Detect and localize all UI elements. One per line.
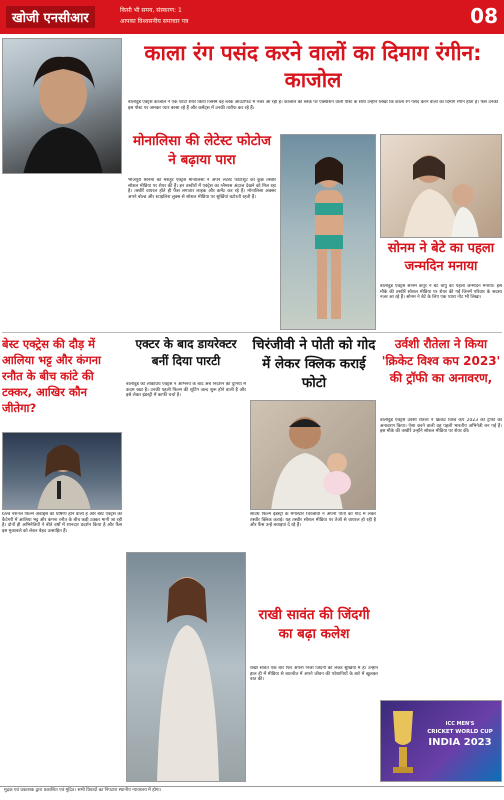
- tagline: आपका विश्वसनीय समाचार पत्र: [120, 18, 189, 25]
- sonam-headline: सोनम ने बेटे का पहला जन्मदिन मनाया: [387, 241, 495, 274]
- masthead: खोजी एनसीआर: [6, 6, 95, 28]
- portrait-icon: [3, 39, 122, 174]
- urvashi-headline: उर्वशी रौतेला ने किया 'क्रिकेट विश्व कप 2023' की ट्रॉफी का अनावरण,: [381, 337, 501, 385]
- logo-line-2: CRICKET WORLD CUP: [427, 729, 493, 735]
- kajol-body: बॉलीवुड एक्ट्रेस काजोल ने एक फोटो शेयर किया जिसमें वह ब्लैक आउटफिट में नजर आ रही हैं। काजोल की ब्लैक पर एक्स्प्रेशन वाली पोस्ट के साथ उन्होंने लिखा कि काला रंग पसंद करने वालों का दिमाग रंगीन होता है। फैंस उनकी इस पोस्ट पर जमकर प्यार बरसा रहे हैं और कमेंट्स में उनकी तारीफ कर रहे हैं।: [128, 100, 498, 111]
- rakhi-body: राखी सावंत एक बार फिर अपनी निजी जिंदगी को लेकर सुर्खियों में हैं। उन्होंने हाल ही में मीडिया से बातचीत में अपने जीवन की परेशानियों के बारे में खुलकर बात की।: [250, 666, 378, 683]
- page-number: 08: [470, 4, 498, 28]
- icc-logo: [421, 721, 499, 749]
- imprint-footer: मुद्रक एवं प्रकाशक द्वारा प्रकाशित एवं मुद्रित। सभी विवादों का निपटारा स्थानीय न्यायालय में होगा।: [0, 786, 504, 800]
- monalisa-photo: [280, 134, 376, 330]
- speaker-icon: [3, 433, 122, 510]
- director-photo: [126, 552, 246, 782]
- monalisa-headline: मोनालिसा की लेटेस्ट फोटोज ने बढ़ाया पारा: [132, 133, 272, 168]
- divider: [2, 332, 502, 333]
- bestactress-body: 69वें नेशनल फिल्म अवार्ड्स की घोषणा होने वाली है और बेस्ट एक्ट्रेस की कैटेगरी में आलिया भट्ट और कंगना रनौत के बीच कड़ी टक्कर मानी जा रही है। दोनों ही अभिनेत्रियों ने बीते वर्षों में शानदार प्रदर्शन किया है और फैंस इस मुकाबले को लेकर बेहद उत्साहित हैं।: [2, 512, 122, 534]
- chiranjeevi-photo: [250, 400, 376, 510]
- actress-icon: [127, 553, 246, 782]
- director-headline: एक्टर के बाद डायरेक्टर बनीं दिया पारटी: [135, 337, 237, 368]
- logo-line-1: ICC MEN'S: [445, 721, 475, 727]
- figure-icon: [281, 135, 376, 330]
- chiranjeevi-headline: चिरंजीवी ने पोती को गोद में लेकर क्लिक कराई फोटो: [252, 337, 376, 391]
- urvashi-photo: [380, 700, 502, 782]
- kangana-photo: [2, 432, 122, 510]
- director-body: बॉलीवुड की लोकप्रिय एक्ट्रेस ने अभिनय के बाद अब निर्देशन की दुनिया में कदम रखा है। उनकी पहली फिल्म की शूटिंग जल्द शुरू होने वाली है और इसे लेकर इंडस्ट्री में काफी चर्चा है।: [126, 382, 246, 399]
- monalisa-body: भोजपुरी सिनेमा की मशहूर एक्ट्रेस मोनालिसा ने अपने लेटेस्ट फोटोशूट की कुछ तस्वीरें सोशल मीडिया पर शेयर की हैं। इन तस्वीरों में एक्ट्रेस का ग्लैमरस अंदाज देखने को मिल रहा है। तस्वीरें वायरल होते ही फैंस लगातार लाइक और कमेंट कर रहे हैं। मोनालिसा अक्सर अपने बोल्ड और स्टाइलिश लुक्स से सोशल मीडिया पर सुर्खियां बटोरती रहती हैं।: [128, 178, 276, 200]
- rakhi-headline: राखी सावंत की जिंदगी का बढ़ा कलेश: [258, 607, 370, 642]
- urvashi-body: बॉलीवुड एक्ट्रेस उर्वशी रौतेला ने क्रिकेट विश्व कप 2023 की ट्रॉफी का अनावरण किया। ऐसा करने वाली वह पहली भारतीय अभिनेत्री बन गई हैं। इस मौके की तस्वीरें उन्होंने सोशल मीडिया पर शेयर कीं।: [380, 418, 502, 435]
- grandfather-baby-icon: [251, 401, 376, 510]
- sonam-photo: [380, 134, 502, 238]
- logo-line-3: INDIA 2023: [428, 737, 492, 748]
- kajol-photo: [2, 38, 122, 174]
- dateline: किसी भी समय, संस्करण: 1: [120, 7, 182, 14]
- kajol-headline: काला रंग पसंद करने वालों का दिमाग रंगीन: काजोल: [144, 41, 482, 92]
- sonam-body: बॉलीवुड एक्ट्रेस सोनम कपूर ने बेटे वायु का पहला जन्मदिन मनाया। इस मौके की तस्वीरें सोशल मीडिया पर शेयर की गईं जिनमें परिवार के सदस्य नजर आ रहे हैं। सोनम ने बेटे के लिए एक प्यारा नोट भी लिखा।: [380, 284, 502, 301]
- top-bar: [0, 0, 504, 34]
- bestactress-headline: बेस्ट एक्ट्रेस की दौड़ में आलिया भट्ट और कंगना रनौत के बीच कांटे की टक्कर, आखिर कौन जीतेगा?: [2, 337, 102, 415]
- mother-child-icon: [381, 135, 502, 238]
- chiranjeevi-body: साउथ फिल्म इंडस्ट्री के मेगास्टार चिरंजीवी ने अपनी पोती को गोद में लेकर तस्वीर क्लिक कराई। यह तस्वीर सोशल मीडिया पर तेजी से वायरल हो रही है और फैंस उन्हें बधाइयां दे रहे हैं।: [250, 512, 376, 529]
- trophy-icon: [383, 701, 423, 782]
